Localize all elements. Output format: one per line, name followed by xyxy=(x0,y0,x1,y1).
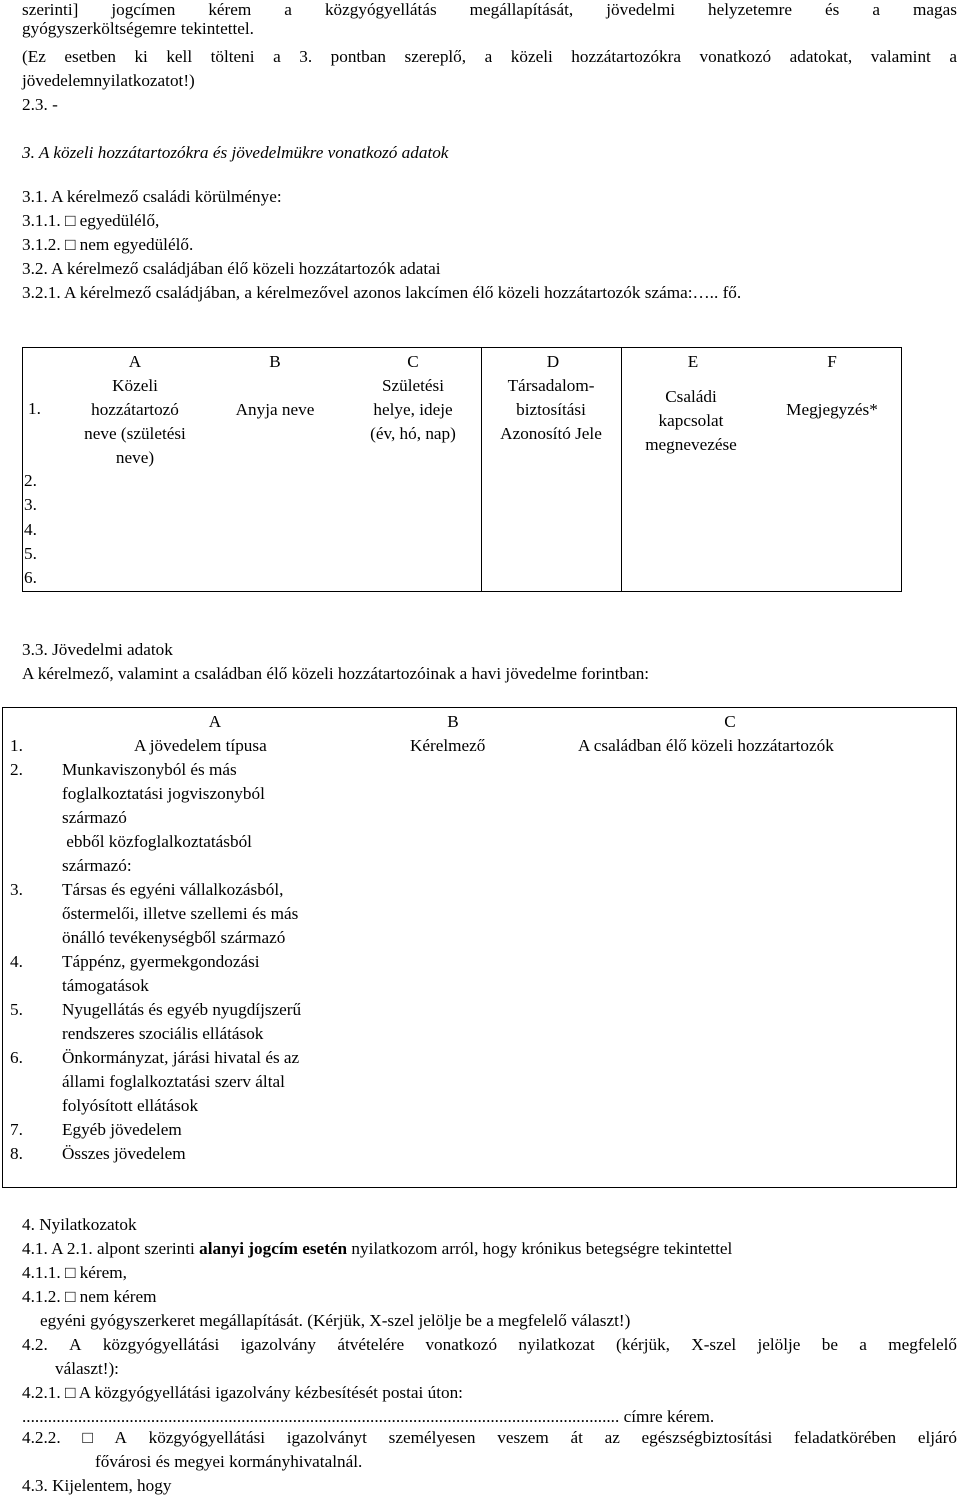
section-4-1: 4.1. A 2.1. alpont szerinti alanyi jogcím esetén nyilatkozom arról, hogy krónikus betegségre tekintettel xyxy=(22,1239,733,1258)
table2-row-label-line: önálló tevékenységből származó xyxy=(62,928,286,947)
word: tölteni xyxy=(210,47,255,66)
word: valamint xyxy=(870,47,931,66)
word: be xyxy=(821,1335,838,1354)
table2-letter-b: B xyxy=(447,712,459,731)
table1-line xyxy=(22,347,902,348)
word: A xyxy=(69,1335,82,1354)
word: 3. xyxy=(299,47,313,66)
table2-row-label-line: foglalkoztatási jogviszonyból xyxy=(62,784,265,803)
section-3-3-title: 3.3. Jövedelmi adatok xyxy=(22,640,173,659)
intro-line-5: 2.3. - xyxy=(22,95,58,114)
word: eljáró xyxy=(917,1428,957,1447)
word: közgyógyellátási xyxy=(102,1335,220,1354)
word: veszem xyxy=(497,1428,549,1447)
word: feladatkörében xyxy=(794,1428,897,1447)
word: szereplő, xyxy=(404,47,467,66)
table2-row-number: 7. xyxy=(10,1120,23,1139)
word: átvételére xyxy=(337,1335,405,1354)
section-4-title: 4. Nyilatkozatok xyxy=(22,1215,137,1234)
table1-line xyxy=(901,347,902,592)
table2-row-label-line: Egyéb jövedelem xyxy=(62,1120,182,1139)
word: jövedelmi xyxy=(606,0,675,19)
word: a xyxy=(273,47,281,66)
table2-row-number: 3. xyxy=(10,880,23,899)
table1-letter-f: F xyxy=(827,352,837,371)
word: közgyógyellátási xyxy=(148,1428,266,1447)
section-4-2-2-line-1 xyxy=(22,1426,957,1450)
section-4-3: 4.3. Kijelentem, hogy xyxy=(22,1476,172,1495)
word: helyzetemre xyxy=(707,0,792,19)
intro-line-3 xyxy=(22,45,957,69)
table2-row-label-line: rendszeres szociális ellátások xyxy=(62,1024,264,1043)
table2-header-relatives: A családban élő közeli hozzátartozók xyxy=(578,736,834,755)
table2-row-number: 2. xyxy=(10,760,23,779)
intro-line-2: gyógyszerköltségemre tekintettel. xyxy=(22,19,254,38)
section-3-3-description: A kérelmező, valamint a családban élő közeli hozzátartozóinak a havi jövedelme forintban: xyxy=(22,664,650,683)
table2-header-number: 1. xyxy=(10,736,23,755)
table1-col-d-header: Társadalom- biztosítási Azonosító Jele xyxy=(500,376,602,443)
table1-row-number: 2. xyxy=(24,471,37,490)
table2-line xyxy=(2,707,3,1188)
table2-row-label-line: támogatások xyxy=(62,976,149,995)
word: vonatkozó xyxy=(425,1335,498,1354)
table1-col-a-header: Közeli hozzátartozó neve (születési neve) xyxy=(84,376,186,467)
word: adatokat, xyxy=(789,47,853,66)
table2-row-number: 4. xyxy=(10,952,23,971)
word: kell xyxy=(166,47,193,66)
word: kérem xyxy=(208,0,252,19)
table2-row-number: 5. xyxy=(10,1000,23,1019)
table2-row-number: 8. xyxy=(10,1144,23,1163)
table2-row-income-type xyxy=(62,1142,186,1166)
word: át xyxy=(570,1428,583,1447)
table2-row-label-line: Nyugellátás és egyéb nyugdíjszerű xyxy=(62,1000,302,1019)
table2-row-label-line: származó: xyxy=(62,856,132,875)
table2-row-label-line: állami foglalkoztatási szerv által xyxy=(62,1072,285,1091)
table1-line xyxy=(22,347,23,592)
word: 4.2.2. xyxy=(22,1428,61,1447)
section-4-1-2: 4.1.2. □ nem kérem xyxy=(22,1287,157,1306)
table1-row-number: 1. xyxy=(28,399,41,418)
section-3-1-2: 3.1.2. □ nem egyedülélő. xyxy=(22,235,194,254)
word: egészségbiztosítási xyxy=(641,1428,773,1447)
table2-row-label-line: Munkaviszonyból és más xyxy=(62,760,237,779)
table1-letter-c: C xyxy=(407,352,419,371)
word: szerinti] xyxy=(22,0,79,19)
table2-row-label-line: folyósított ellátások xyxy=(62,1096,199,1115)
word: személyesen xyxy=(388,1428,476,1447)
table2-header-income-type: A jövedelem típusa xyxy=(134,736,267,755)
section-4-2-1: 4.2.1. □ A közgyógyellátási igazolvány kézbesítését postai úton: xyxy=(22,1383,463,1402)
word: a xyxy=(949,47,957,66)
word: jelölje xyxy=(757,1335,801,1354)
section-3-1: 3.1. A kérelmező családi körülménye: xyxy=(22,187,282,206)
word: hozzátartozókra xyxy=(571,47,682,66)
section-4-2-line-2: választ!): xyxy=(55,1359,119,1378)
table1-letter-a: A xyxy=(128,352,142,371)
table2-row-income-type xyxy=(62,1118,182,1142)
table1-row-number: 4. xyxy=(24,520,37,539)
word: (Ez xyxy=(22,47,46,66)
word: megfelelő xyxy=(888,1335,957,1354)
word: X-szel xyxy=(691,1335,737,1354)
table1-col-c-header: Születési helye, ideje (év, hó, nap) xyxy=(370,376,456,443)
table2-row-label-line: ebből közfoglalkoztatásból xyxy=(62,832,252,851)
word: igazolványt xyxy=(286,1428,367,1447)
section-3-2-1: 3.2.1. A kérelmező családjában, a kérelmezővel azonos lakcímen élő közeli hozzátartozók száma:….. fő. xyxy=(22,283,742,302)
word: a xyxy=(284,0,292,19)
word: 4.2. xyxy=(22,1335,48,1354)
table2-row-label-line: Táppénz, gyermekgondozási xyxy=(62,952,260,971)
table1-line xyxy=(22,591,902,592)
word: nyilatkozat xyxy=(518,1335,595,1354)
word: A xyxy=(114,1428,127,1447)
table1-line xyxy=(621,347,622,592)
table2-line xyxy=(2,1187,957,1188)
word: és xyxy=(824,0,840,19)
table2-letter-c: C xyxy=(724,712,736,731)
table2-letter-a: A xyxy=(208,712,222,731)
word: vonatkozó xyxy=(699,47,772,66)
word: magas xyxy=(912,0,957,19)
word: az xyxy=(604,1428,620,1447)
section-4-1-2-cont: egyéni gyógyszerkeret megállapítását. (Kérjük, X-szel jelölje be a megfelelő választ!) xyxy=(40,1311,631,1330)
table1-letter-b: B xyxy=(269,352,281,371)
table1-letter-d: D xyxy=(546,352,560,371)
word: igazolvány xyxy=(240,1335,317,1354)
table1-row-number: 5. xyxy=(24,544,37,563)
table2-row-label-line: származó xyxy=(62,808,127,827)
word: a xyxy=(872,0,880,19)
table1-row-number: 6. xyxy=(24,568,37,587)
word: pontban xyxy=(330,47,386,66)
table1-col-b-header: Anyja neve xyxy=(235,400,315,419)
table2-row-label-line: őstermelői, illetve szellemi és más xyxy=(62,904,299,923)
table2-row-income-type xyxy=(62,758,265,878)
section-4-1-1: 4.1.1. □ kérem, xyxy=(22,1263,127,1282)
word: közeli xyxy=(510,47,553,66)
section-3-1-1: 3.1.1. □ egyedülélő, xyxy=(22,211,160,230)
section-3-heading: 3. A közeli hozzátartozókra és jövedelmükre vonatkozó adatok xyxy=(22,143,449,162)
table2-header-applicant: Kérelmező xyxy=(410,736,486,755)
table1-col-e-header: Családi kapcsolat megnevezése xyxy=(645,387,737,454)
section-4-2-line-1 xyxy=(22,1333,957,1357)
table1-col-f-header: Megjegyzés* xyxy=(786,400,878,419)
word: a xyxy=(484,47,493,66)
table2-row-label-line: Önkormányzat, járási hivatal és az xyxy=(62,1048,300,1067)
table2-row-label-line: Társas és egyéni vállalkozásból, xyxy=(62,880,284,899)
table1-row-number: 3. xyxy=(24,495,37,514)
table2-line xyxy=(956,707,957,1188)
word: a xyxy=(859,1335,867,1354)
table2-row-label-line: Összes jövedelem xyxy=(62,1144,186,1163)
word: közgyógyellátás xyxy=(324,0,437,19)
word: jogcímen xyxy=(111,0,176,19)
table2-row-income-type xyxy=(62,998,301,1046)
table1-letter-e: E xyxy=(687,352,699,371)
table2-row-income-type xyxy=(62,950,260,998)
table2-row-income-type xyxy=(62,878,298,950)
table2-line xyxy=(2,707,957,708)
section-4-2-2-line-2: fővárosi és megyei kormányhivatalnál. xyxy=(95,1452,363,1471)
word: esetben xyxy=(64,47,116,66)
word: megállapítását, xyxy=(469,0,574,19)
section-4-2-1-address-line: ........................................................................................................................................... címre kérem. xyxy=(22,1407,715,1426)
intro-line-4: jövedelemnyilatkozatot!) xyxy=(22,71,195,90)
table2-row-number: 6. xyxy=(10,1048,23,1067)
word: (kérjük, xyxy=(616,1335,670,1354)
word: □ xyxy=(82,1428,93,1447)
section-3-2: 3.2. A kérelmező családjában élő közeli hozzátartozók adatai xyxy=(22,259,441,278)
word: ki xyxy=(134,47,148,66)
table2-row-income-type xyxy=(62,1046,299,1118)
